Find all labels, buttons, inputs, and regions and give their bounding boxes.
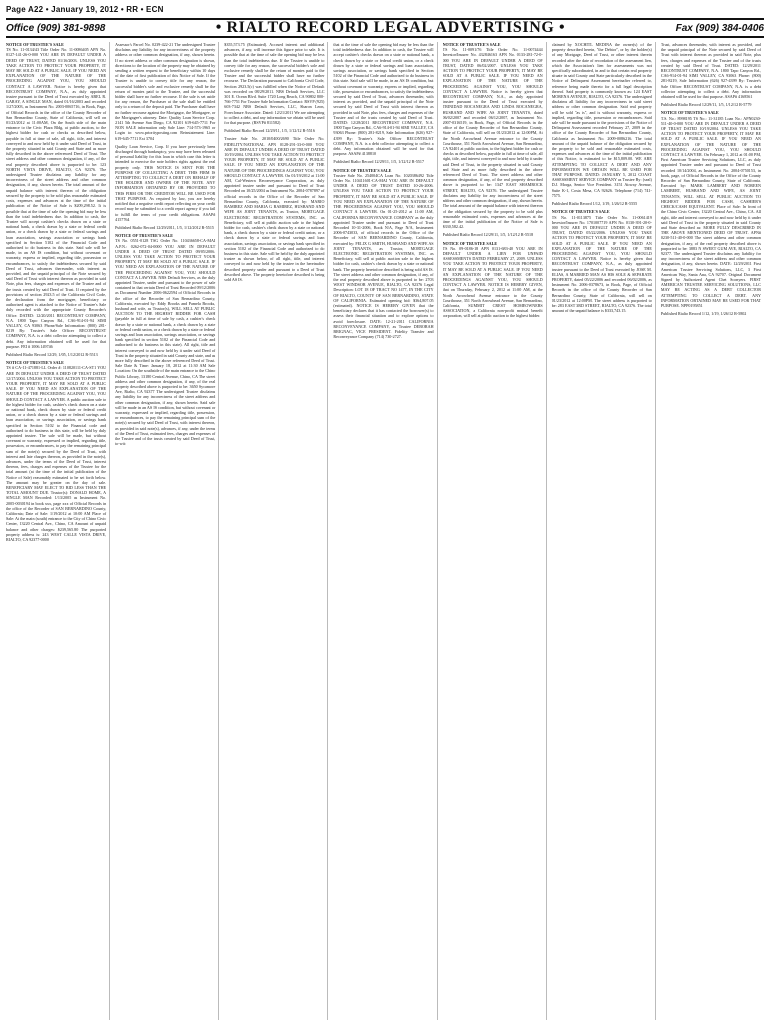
column-5 (443, 42, 547, 1020)
notice-heading: NOTICE OF TRUSTEE'S SALE (442, 42, 501, 47)
notice-text: Published Rialto Record 1/12, 1/19, 1/26/12 R-5555 (551, 201, 638, 207)
column-2 (115, 42, 219, 1020)
legal-notice (333, 159, 433, 164)
section-title: • RIALTO RECORD LEGAL ADVERTISING • (215, 19, 566, 36)
notice-columns (6, 42, 764, 1020)
legal-notice (333, 42, 433, 156)
column-4 (333, 42, 437, 1020)
notice-heading: NOTICE OF TRUSTEE'S SALE (6, 42, 64, 47)
legal-notice (333, 168, 433, 340)
notice-heading: NOTICE OF TRUSTEE SALE (442, 240, 498, 246)
notice-text: claimed by XOCHITL MEDINA the owner(s) of the property described herein, "the Debtor", or by the holder(s) of any Mortgage, Deed of Trust, or other interest therein recorded after the date of recordation of the assessment lien, which the Association's lien for assessments was not specifically subordinated, in and to that certain real property situate in said County and State particularly described in the Notice of Delinquent Assessment hereinafter referred to, reference being made thereto for a full legal description thereof. Said property is commonly known as: 124 EAST MORENA AVENUE, RIALTO, CA 92376. The undersigned disclaims all liability for any incorrectness in said street address or other common designation. Said real property will be sold "as is", and is without warranty, express or implied, regarding title, possession or encumbrances. Said sale will be made pursuant to the provisions of the Notice of Delinquent Assessment recorded February 27, 2009 in the office of the County Recorder of San Bernardino County, California as Instrument No. 2009-0086216. The total amount of the unpaid balance of the obligation secured by the property to be sold and reasonable estimated costs, expenses and advances at the time of the initial publication of this Notice, is estimated to be $15,809.00. WE ARE ATTEMPTING TO COLLECT A DEBT AND ANY INFORMATION WE OBTAIN WILL BE USED FOR THAT PURPOSE. DATED: JANUARY 5, 2012 COAST ASSESSMENT SERVICE COMPANY as Trustee By: (seal) D.J. Morga, Senior Vice President. 3151 Airway Avenue, Suite K-1, Costa Mesa, CA 92626. Telephone (714) 741-7575. (551, 42, 652, 198)
notice-heading: NOTICE OF TRUSTEE'S SALE (115, 233, 174, 239)
notice-heading: NOTICE OF TRUSTEE'S SALE (551, 209, 610, 215)
notice-text: $355,573.75 (Estimated). Accrued interest and additional advances, if any, will increase this figure prior to sale. It is possible that at the time of sale the opening bid may be less than the total indebtedness due. If the Trustee is unable to convey title for any reason, the successful bidder's sole and exclusive remedy shall be the return of monies paid to the Trustee and the successful bidder shall have no further recourse. The Declaration pursuant to California Civil Code, Section 2923.5(c) was fulfilled when the Notice of Default was recorded on 08/29/2011. NBS Default Services, LLC 301 E. Ocean Blvd. Suite 1720 Long Beach, CA 90802 800-766-7751 For Trustee Sale Information Contact: RSVP (925) 603-7342 NBS Default Services, LLC, Sharon Leon, Foreclosure Associate. Dated: 12/21/2011 We are attempting to collect a debt, and any information we obtain will be used for that purpose. (RSVP# 811582) (224, 42, 325, 126)
legal-notice (661, 42, 761, 99)
notice-text: Published Rialto Record 12/29/11, 1/5, 1/12/12 R-5516 (224, 128, 315, 134)
legal-notice (224, 128, 324, 133)
notice-text: Published Rialto Record 12/29, 1/05, 1/12/2012 R-5513 (6, 351, 98, 357)
notice-text: TS No. 0551-0128 TSG Order No. 110436658-CA-MAI A.P.N.: 0262-072-04-0000 YOU ARE IN DEFAULT UNDER A DEED OF TRUST DATED 09/05/2006. UNLESS YOU TAKE ACTION TO PROTECT YOUR PROPERTY, IT MAY BE SOLD AT A PUBLIC SALE. IF YOU NEED AN EXPLANATION OF THE NATURE OF THE PROCEEDING AGAINST YOU, YOU SHOULD CONTACT A LAWYER. NBS Default Services, as the duly appointed Trustee, under and pursuant to the power of sale contained in that certain Deed of Trust Recorded 09/12/2006 as Document Number 2006-0622594 of Official Records in the office of the Recorder of San Bernardino County, California, executed by: Eddy Brooks and Pamela Brooks, husband and wife, as Trustor(s), WILL SELL AT PUBLIC AUCTION TO THE HIGHEST BIDDER FOR CASH (payable in full at time of sale by cash, a cashier's check drawn by a state or national bank, a check drawn by a state or federal credit union, or a check drawn by a state or federal savings and loan association, savings association, or savings bank specified in section 5102 of the Financial Code and authorized to do business in this state). All right, title and interest conveyed to and now held by it under said Deed of Trust in the property situated in said County and state, and as more fully described in the above referenced Deed of Trust. Sale Date & Time: January 18, 2012 at 11:30 AM Sale Location: On the southside of the main entrance to the Chino Public Library, 13180 Central Avenue, Chino, CA The street address and other common designation, if any, of the real property described above is purported to be: 3650 Sycamore Ave, Rialto, CA 92377 The undersigned Trustee disclaims any liability for any incorrectness of the street address and other common designation, if any, shown herein. Said sale will be made in an AS IS condition, but without covenant or warranty, expressed or implied, regarding title, possession, or encumbrances, to pay the remaining principal sum of the note(s) secured by said Deed of Trust, with interest thereon, as provided in said note(s), advances, if any, under the terms of the Deed of Trust, estimated fees, charges and expenses of the Trustee and of the trusts created by said Deed of Trust, to-wit: (115, 238, 216, 447)
section-banner (6, 18, 764, 38)
legal-notice (661, 311, 761, 316)
legal-notice (6, 360, 106, 542)
notice-text: that at the time of sale the opening bid may be less than the total indebtedness due. In addition to cash, the Trustee will accept cashier's checks drawn on a state or national bank, a check drawn by a state or federal credit union, or a check drawn by a state or federal savings and loan association, savings association, or savings bank specified in Section 5102 of the Financial Code and authorized to do business in this state. Said sale will be made, in an AS IS condition, but without covenant or warranty, express or implied, regarding title, possession or encumbrances, to satisfy the indebtedness secured by said Deed of Trust, advances thereunder, with interest as provided, and the unpaid principal of the Note secured by said Deed of Trust with interest thereon as provided in said Note, plus fees, charges and expenses of the Trustee and of the trusts created by said Deed of Trust. DATED: 12/28/2011 RECONTRUST COMPANY, N.A. 1800 Tapo Canyon Rd., CA6-914-01-94 SIMI VALLEY, CA 93063 Phone: (800) 281-8219, Sale Information (626) 927-4399 By: Trustee's Sale Officer RECONTRUST COMPANY, N.A. is a debt collector attempting to collect a debt. Any information obtained will be used for that purpose. ASAP# 4138810 (333, 42, 434, 157)
legal-notice (6, 42, 106, 349)
legal-notice (443, 42, 543, 229)
legal-notice (552, 209, 652, 313)
notice-text: TS No. 09-0186-18 APN 0131-683-40 YOU ARE IN DEFAULT UNDER A LIEN FOR UNPAID ASSESSMENTS DATED FEBRUARY 27, 2009. UNLESS YOU TAKE ACTION TO PROTECT YOUR PROPERTY, IT MAY BE SOLD AT A PUBLIC SALE. IF YOU NEED AN EXPLANATION OF THE NATURE OF THE PROCEEDINGS AGAINST YOU, YOU SHOULD CONTACT A LAWYER. NOTICE IS HEREBY GIVEN, that on Thursday, February 2, 2012 at 11:00 AM, at the North Arrowhead Avenue entrance to the County Courthouse, 351 North Arrowhead Avenue, San Bernardino, California, SUMMIT CREST HOMEOWNERS ASSOCIATION, a California non-profit mutual benefit corporation, will sell at public auction to the highest bidder. (442, 245, 543, 319)
legal-notice (552, 42, 652, 198)
notice-text: TS No. 11-0134/43 Title Order No. 11-0086405 APN No. 0127-141-26-0-000 YOU ARE IN DEFAULT UNDER A DEED OF TRUST, DATED 01/16/2003. UNLESS YOU TAKE ACTION TO PROTECT YOUR PROPERTY, IT MAY BE SOLD AT A PUBLIC SALE. IF YOU NEED AN EXPLANATION OF THE NATURE OF THE PROCEEDING AGAINST YOU, YOU SHOULD CONTACT A LAWYER. Notice is hereby given that RECONTRUST COMPANY, N.A., as duly appointed trustee pursuant to the Deed of Trust executed by ABEL R. GARAY, A SINGLE MAN, dated 01/16/2003 and recorded 1/27/2003, as Instrument No. 2003-0065716, in Book, Page, of Official Records in the office of the County Recorder of San Bernardino County, State of California, will sell on 01/23/2012 at 11:00AM, On the South side of the main entrance to the Civic Plaza Bldg, at public auction, to the highest bidder for cash or checks as described below, payable in full at time of sale, all right, title, and interest conveyed to and now held by it under said Deed of Trust, in the property situated in said County and State and as more fully described in the above referenced Deed of Trust. The street address and other common designation, if any, of the real property described above is purported to be: 123 NORTH VISTA DRIVE, RIALTO, CA 92376. The undersigned Trustee disclaims any liability for any incorrectness of the street address and other common designation, if any, shown herein. The total amount of the unpaid balance with interest thereon of the obligation secured by the property to be sold plus reasonable estimated costs, expenses and advances at the time of the initial publication of the Notice of Sale is $209,298.52. It is possible that at the time of sale the opening bid may be less than the total indebtedness due. In addition to cash, the Trustee will accept cashier's checks drawn on a state or national bank, a check drawn by a state or federal credit union, or a check drawn by a state or federal savings and loan association, savings association or savings bank specified in Section 5102 of the Financial Code and authorized to do business in this state. Said sale will be made, in an AS IS condition, but without covenant or warranty, express or implied, regarding title, possession or encumbrances, to satisfy the indebtedness secured by said Deed of Trust, advances thereunder, with interest as provided, and the unpaid principal of the Note secured by said Deed of Trust with interest thereon as provided in said Note, plus fees, charges and expenses of the Trustee and of the trusts created by said Deed of Trust. If required by the provisions of section 2923.5 of the California Civil Code, the declaration from the mortgagee, beneficiary or authorized agent is attached to the Notice of Trustee's Sale duly recorded with the appropriate County Recorder's Office. DATED: 12/20/2011 RECONTRUST COMPANY, N.A. 1800 Tapo Canyon Rd., CA6-914-01-94 SIMI VALLEY, CA 93063 Phone/Sale Information: (800) 281-8219 By: Trustee's Sale Officer RECONTRUST COMPANY, N.A. is a debt collector attempting to collect a debt. Any information obtained will be used for that purpose. FEI # 1006.149746 (6, 47, 107, 349)
notice-text: Published Rialto Record 12/29/11, 1/5, 1/12/12 R-5518 (442, 232, 534, 238)
notice-text: Quality Loan Service, Corp. If you have previously been discharged through bankruptcy, you may have been released of personal liability for this loan in which case this letter is intended to exercise the note holders rights against the real property only. THIS NOTICE IS SENT FOR THE PURPOSE OF COLLECTING A DEBT. THIS FIRM IS ATTEMPTING TO COLLECT A DEBT ON BEHALF OF THE HOLDER AND OWNER OF THE NOTE. ANY INFORMATION OBTAINED BY OR PROVIDED TO THIS FIRM OR THE CREDITOR WILL BE USED FOR THAT PURPOSE. As required by law, you are hereby notified that a negative credit report reflecting on your credit record may be submitted to a credit report agency if you fail to fulfill the terms of your credit obligations. ASAP# 4157764 (115, 143, 216, 222)
notice-heading: NOTICE OF TRUSTEE'S SALE (333, 167, 392, 173)
legal-notice (115, 144, 215, 222)
column-1 (6, 42, 110, 1020)
column-6 (552, 42, 656, 1020)
notice-text: Trustee Sale No. 254004CA Loan No. 1020386492 Title Order No. 110411601-CA-MAI YOU ARE IN DEFAULT UNDER A DEED OF TRUST DATED 10-26-2006. UNLESS YOU TAKE ACTION TO PROTECT YOUR PROPERTY, IT MAY BE SOLD AT A PUBLIC SALE. IF YOU NEED AN EXPLANATION OF THE NATURE OF THE PROCEEDINGS AGAINST YOU, YOU SHOULD CONTACT A LAWYER. On 01-25-2012 at 11:00 AM, CALIFORNIA RECONVEYANCE COMPANY as the duly appointed Trustee under and pursuant to Deed of Trust Recorded 10-31-2006, Book N/A, Page N/A, Instrument 2006-0743033, of official records in the Office of the Recorder of SAN BERNARDINO County, California, executed by: FELIX G SMITH, HUSBAND AND WIFE AS JOINT TENANTS, as Trustor, MORTGAGE ELECTRONIC REGISTRATION SYSTEMS, INC. as Beneficiary, will sell at public auction sale to the highest bidder for cash, cashier's check drawn by a state or national bank. The property heretofore described is being sold AS IS. The street address and other common designation, if any, of the real property described above is purported to be: 2703 WEST WINDSOR AVENUE, RIALTO, CA 92376 Legal Description: LOT 18 OF TRACT NO 1477, IN THE CITY OF RIALTO, COUNTY OF SAN BERNARDINO, STATE OF CALIFORNIA. Estimated opening bid: $364,807.05 (estimated). NOTICE IS HEREBY GIVEN that the beneficiary declares that it has contacted the borrower(s) to assess their financial situation and to explore options to avoid foreclosure. DATE: 12-21-2011 CALIFORNIA RECONVEYANCE COMPANY, as Trustee DEBORAH BRIGNAC, VICE PRESIDENT. Fidelity Transfer and Reconveyance Company (714) 730-2727. (333, 172, 434, 340)
notice-heading: NOTICE OF TRUSTEE'S SALE (6, 360, 64, 366)
legal-notice (115, 233, 215, 446)
notice-heading: NOTICE OF TRUSTEE'S SALE (660, 110, 719, 116)
legal-notice (115, 225, 215, 230)
column-3 (224, 42, 328, 1020)
legal-notice (443, 232, 543, 237)
notice-text: Trust, advances thereunder, with interest as provided, and the unpaid principal of the Note secured by said Deed of Trust with interest thereon as provided in said Note, plus fees, charges and expenses of the Trustee and of the trusts created by said Deed of Trust. DATED: 12/29/2011 RECONTRUST COMPANY, N.A. 1800 Tapo Canyon Rd., CA6-914-01-94 SIMI VALLEY, CA 93063 Phone: (800) 281-8219, Sale Information (626) 927-4399 By: Trustee's Sale Officer RECONTRUST COMPANY, N.A. is a debt collector attempting to collect a debt. Any information obtained will be used for that purpose. ASAP# 4168561 (660, 42, 761, 100)
legal-notice (552, 201, 652, 206)
fax-number: Fax (909) 384-0406 (675, 22, 764, 34)
legal-notice (661, 102, 761, 107)
legal-notice (443, 241, 543, 319)
notice-text: TS No. 11-0091/76 Title Order No. 11-0074444 Investor/Insurer No. 432846163 APN No. 0133-281-72-0-000 YOU ARE IN DEFAULT UNDER A DEED OF TRUST, DATED 06/02/2007. UNLESS YOU TAKE ACTION TO PROTECT YOUR PROPERTY, IT MAY BE SOLD AT A PUBLIC SALE. IF YOU NEED AN EXPLANATION OF THE NATURE OF THE PROCEEDING AGAINST YOU, YOU SHOULD CONTACT A LAWYER. Notice is hereby given that RECONTRUST COMPANY, N.A., as duly appointed trustee pursuant to the Deed of Trust executed by TRINIDAD BOCANEGRA AND LINDA BOCANEGRA, HUSBAND AND WIFE AS JOINT TENANTS, dated 06/02/2007 and recorded 06/12/2007, as Instrument No. 2007-0316519, in Book, Page, of Official Records in the office of the County Recorder of San Bernardino County, State of California, will sell on 01/23/2012 at 12:00PM, At the North Arrowhead Avenue entrance to the County Courthouse, 351 North Arrowhead Avenue, San Bernardino, CA 92401 at public auction, to the highest bidder for cash or checks as described below, payable in full at time of sale, all right, title, and interest conveyed to and now held by it under said Deed of Trust, in the property situated in said County and State and as more fully described in the above referenced Deed of Trust. The street address and other common designation, if any, of the real property described above is purported to be: 1347 EAST SHAMROCK STREET, RIALTO, CA 92376. The undersigned Trustee disclaims any liability for any incorrectness of the street address and other common designation, if any, shown herein. The total amount of the unpaid balance with interest thereon of the obligation secured by the property to be sold plus reasonable estimated costs, expenses and advances at the time of the initial publication of the Notice of Sale is $330,582.42. (442, 47, 543, 230)
legal-notice (115, 42, 215, 141)
notice-text: Published Rialto Record 1/12, 1/19, 1/26/12 R-5802 (660, 311, 747, 317)
office-phone: Office (909) 381-9898 (6, 22, 106, 34)
notice-text: TS No. 11-0113875 Title Order No. 11-0061419 Investor/Insurer No. 1701007719 APN No. 0130-391-20-0-000 YOU ARE IN DEFAULT UNDER A DEED OF TRUST, DATED 05/22/2006. UNLESS YOU TAKE ACTION TO PROTECT YOUR PROPERTY, IT MAY BE SOLD AT A PUBLIC SALE. IF YOU NEED AN EXPLANATION OF THE NATURE OF THE PROCEEDING AGAINST YOU, YOU SHOULD CONTACT A LAWYER. Notice is hereby given that RECONTRUST COMPANY, N.A., as duly appointed trustee pursuant to the Deed of Trust executed by JOSE M. ELIAS, A MARRIED MAN AS HIS SOLE & SEPARATE PROPERTY, dated 05/22/2006 and recorded 06/02/2006, as Instrument No. 2006-0378673, in Book, Page, of Official Records in the office of the County Recorder of San Bernardino County, State of California, will sell on 01/23/2012 at 12:00PM. The street address is purported to be: 283 EAST 3RD STREET, RIALTO, CA 92376. The total amount of the unpaid balance is $333,743.15. (551, 214, 652, 314)
notice-text: Assessor's Parcel No. 0239-422-21 The undersigned Trustee disclaims any liability for any incorrectness of the property address or other common designation, if any, shown herein. If no street address or other common designation is shown, directions to the location of the property may be obtained by sending a written request to the beneficiary within 10 days of the date of first publication of this Notice of Sale. If the Trustee is unable to convey title for any reason, the successful bidder's sole and exclusive remedy shall be the return of monies paid to the Trustee, and the successful bidder shall have no further recourse. If the sale is set aside for any reason, the Purchaser at the sale shall be entitled only to a return of the deposit paid. The Purchaser shall have no further recourse against the Mortgagor, the Mortgagee, or the Mortgagee's attorney. Date: Quality Loan Service Corp. 2141 5th Avenue San Diego, CA 92101 619-645-7711 For NON SALE information only Sale Line: 714-573-1965 or Login to: www.priorityposting.com Reinstatement Line: 619-645-7711 Ext 3704 (115, 42, 216, 141)
notice-text: Published Rialto Record 12/29/2011, 1/5, 1/12/2012 R-5515 (115, 224, 214, 230)
notice-text: TS # CA-11-471881-LL Order #: 110820111-CA-ST1 YOU ARE IN DEFAULT UNDER A DEED OF TRUST DATED 12/17/2004. UNLESS YOU TAKE ACTION TO PROTECT YOUR PROPERTY, IT MAY BE SOLD AT A PUBLIC SALE. IF YOU NEED AN EXPLANATION OF THE NATURE OF THE PROCEEDING AGAINST YOU, YOU SHOULD CONTACT A LAWYER. A public auction sale to the highest bidder for cash, cashier's check drawn on a state or national bank, check drawn by state or federal credit union, or a check drawn by a state or federal savings and loan association, or savings association, or savings bank specified in Section 5102 to the Financial code and authorized to do business in this state, will be held by duly appointed trustee. The sale will be made, but without covenant or warranty, expressed or implied, regarding title, possession, or encumbrances, to pay the remaining principal sum of the note(s) secured by the Deed of Trust, with interest and late charges thereon, as provided in the note(s), advances, under the terms of the Deed of Trust, interest thereon, fees, charges and expenses of the Trustee for the total amount (at the time of the initial publication of the Notice of Sale) reasonably estimated to be set forth below. The amount may be greater on the day of sale. BENEFICIARY MAY ELECT TO BID LESS THAN THE TOTAL AMOUNT DUE. Trustor(s): DONALD HOME, A SINGLE MAN Recorded: 1/13/2005 as Instrument No. 2005-0030194 in book xxx, page xxx of Official Records in the office of the Recorder of SAN BERNARDINO County, California; Date of Sale: 1/19/2012 at 10:00 AM Place of Sale: At the main (south) entrance to the City of Chino Civic Center, 13220 Central Ave., Chino, CA Amount of unpaid balance and other charges: $239,565.80 The purported property address is: 243 WEST CALLE VISTA DRIVE, RIALTO, CA 92377-0000 (6, 365, 107, 543)
legal-notice (661, 110, 761, 308)
notice-text: Published Rialto Record 12/29/11, 1/5, 1/12/12 R-5779 (660, 102, 752, 108)
notice-text: Trustee Sale No. 2010/0400/2690 Title Order No. FIDELITY/NATIONAL APN 0128-291-33-0-000 YOU ARE IN DEFAULT UNDER A DEED OF TRUST DATED 10/19/2004. UNLESS YOU TAKE ACTION TO PROTECT YOUR PROPERTY, IT MAY BE SOLD AT A PUBLIC SALE. IF YOU NEED AN EXPLANATION OF THE NATURE OF THE PROCEEDINGS AGAINST YOU, YOU SHOULD CONTACT A LAWYER. On 01/19/2012 at 11:00 AM, Cal-Western Reconveyance Corporation, as duly appointed trustee under and pursuant to Deed of Trust Recorded on 10/25/2004 as Instrument No. 2004-0787897 of official records in the Office of the Recorder of San Bernardino County, California, executed by: MARIO RAMIREZ AND MARIA G RAMIREZ, HUSBAND AND WIFE AS JOINT TENANTS, as Trustor, MORTGAGE ELECTRONIC REGISTRATION SYSTEMS, INC. as Beneficiary, will sell at public auction sale to the highest bidder for cash, cashier's check drawn by a state or national bank, a check drawn by a state or federal credit union, or a check drawn by a state or federal savings and loan association, savings association, or savings bank specified in section 5102 of the Financial Code and authorized to do business in this state. Sale will be held by the duly appointed trustee as shown below, of all right, title, and interest conveyed to and now held by the trustee in the hereinafter described property under and pursuant to a Deed of Trust described above. The property heretofore described is being sold AS IS. (224, 136, 325, 282)
notice-text: T.S. No.: 8998195 TS No.: 11-31185 Loan No.: APN0230-511-40-0-000 YOU ARE IN DEFAULT UNDER A DEED OF TRUST DATED 10/19/2004. UNLESS YOU TAKE ACTION TO PROTECT YOUR PROPERTY, IT MAY BE SOLD AT A PUBLIC SALE. IF YOU NEED AN EXPLANATION OF THE NATURE OF THE PROCEEDING AGAINST YOU, YOU SHOULD CONTACT A LAWYER. On February 1, 2012 at 01:00 PM, First American Trustee Servicing Solutions, LLC, as duly appointed Trustee under and pursuant to Deed of Trust recorded 10/14/2004, as Instrument No. 2004-0750153, in book, page, of Official Records in the Office of the County Recorder of San Bernardino County, State of California. Executed by: MARK LAMBERT AND NOREEN LAMBERT, HUSBAND AND WIFE, AS JOINT TENANTS, WILL SELL AT PUBLIC AUCTION TO HIGHEST BIDDER FOR CASH, CASHIER'S CHECK/CASH EQUIVALENT. Place of Sale: In front of the Chino Civic Center, 13220 Central Ave., Chino, CA. All right, title and interest conveyed to and now held by it under said Deed of Trust in the property situated in said County and State described as: MORE FULLY DESCRIBED IN THE ABOVE MENTIONED DEED OF TRUST. APN# 0230-511-40-0-000 The street address and other common designation, if any, of the real property described above is purported to be: 3883 N SWEET GUM AVE, RIALTO, CA 92377. The undersigned Trustee disclaims any liability for any incorrectness of the street address and other common designation, if any, shown herein. DATE: 12/29/2011 First American Trustee Servicing Solutions, LLC, 3 First American Way, Santa Ana, CA 92707. Original Document Signed by Authorized Agent Chet Sconyers. FIRST AMERICAN TRUSTEE SERVICING SOLUTIONS, LLC MAY BE ACTING AS A DEBT COLLECTOR ATTEMPTING TO COLLECT A DEBT. ANY INFORMATION OBTAINED MAY BE USED FOR THAT PURPOSE. NPP0195851 (660, 115, 761, 308)
legal-notice (224, 42, 324, 125)
notice-text: Published Rialto Record 12/29/11, 1/5, 1/12/12 R-5517 (333, 159, 425, 165)
page-folio: Page A22 • January 19, 2012 • RR • ECN (6, 5, 164, 14)
column-7 (661, 42, 764, 1020)
legal-notice (6, 352, 106, 357)
legal-notice (224, 136, 324, 282)
